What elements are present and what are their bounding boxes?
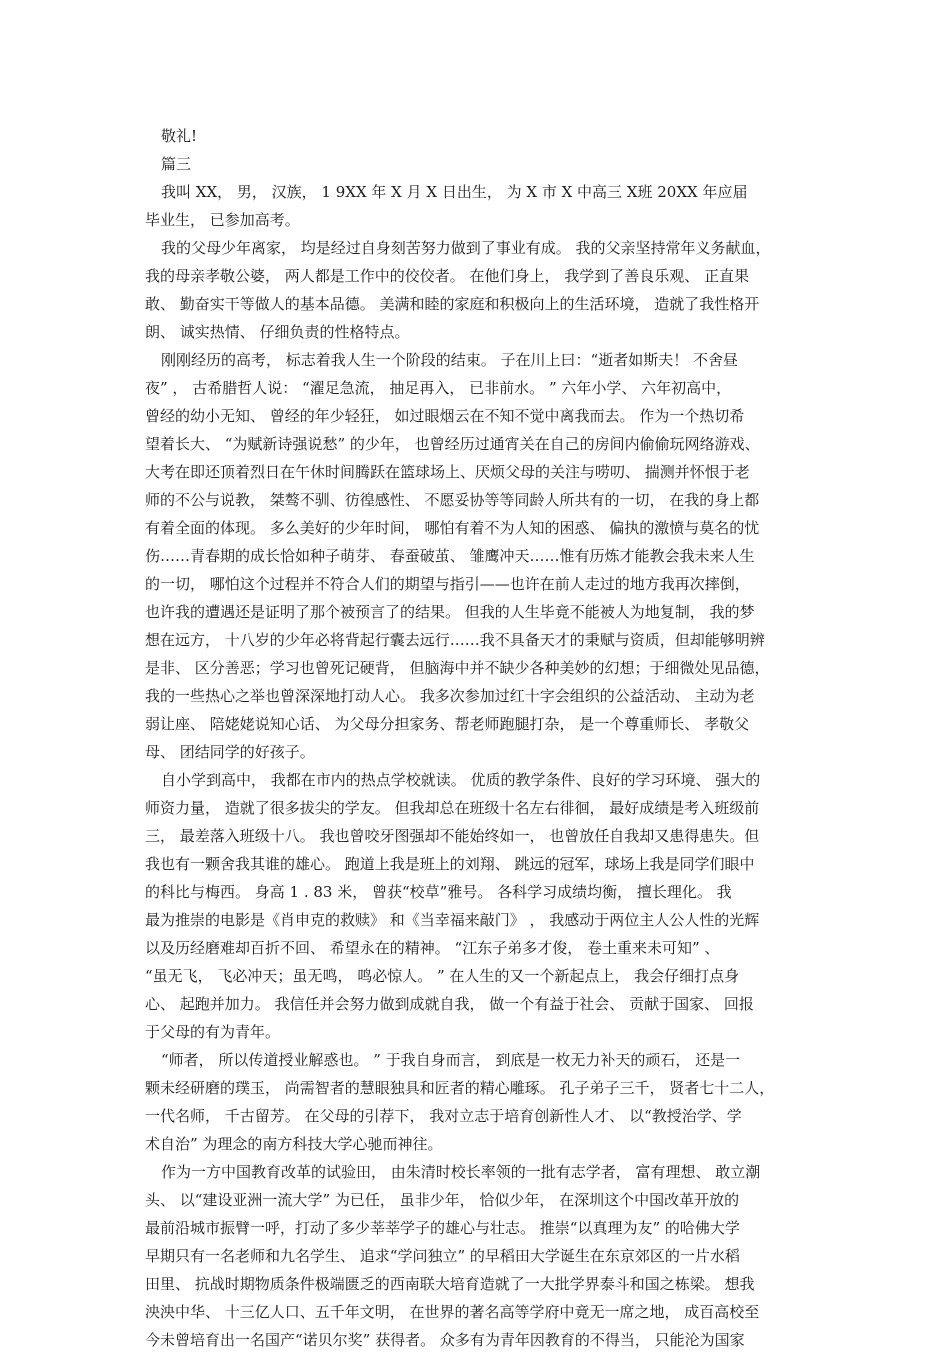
- document-body: [145, 178, 810, 1354]
- text-line: 的科比与梅西。 身高 1 . 83 米， 曾获“校草”雅号。 各科学习成绩均衡， 擅长理化。 我: [145, 883, 732, 901]
- text-line: “师者， 所以传道授业解惑也。 ” 于我自身而言， 到底是一枚无力补天的顽石， 还是一: [161, 1051, 741, 1069]
- text-line: 的一切， 哪怕这个过程并不符合人们的期望与指引——也许在前人走过的地方我再次摔倒，: [145, 575, 750, 593]
- text-line: 我叫 XX， 男， 汉族， 1 9XX 年 X 月 X 日出生， 为 X 市 X 中高三 X班 20XX 年应届: [161, 183, 748, 201]
- text-line: 田里、 抗战时期物质条件极端匮乏的西南联大培育造就了一大批学界泰斗和国之栋梁。 想我: [145, 1275, 755, 1293]
- text-line: “虽无飞， 飞必冲天；虽无鸣， 鸣必惊人。 ” 在人生的又一个新起点上， 我会仔细打点身: [145, 967, 740, 985]
- text-line: 于父母的有为青年。: [145, 1023, 281, 1041]
- text-line: 作为一方中国教育改革的试验田， 由朱清时校长率领的一批有志学者， 富有理想、 敢立潮: [161, 1163, 761, 1181]
- text-line: 自小学到高中， 我都在市内的热点学校就读。 优质的教学条件、良好的学习环境、 强大的: [161, 771, 761, 789]
- text-line: 朗、 诚实热情、 仔细负责的性格特点。: [145, 323, 410, 341]
- text-line: 我也有一颗舍我其谁的雄心。 跑道上我是班上的刘翔、 跳远的冠军，球场上我是同学们眼中: [145, 855, 755, 873]
- text-line: 术自治” 为理念的南方科技大学心驰而神往。: [145, 1135, 443, 1153]
- text-line: 心、 起跑并加力。 我信任并会努力做到成就自我， 做一个有益于社会、 贡献于国家、 回报: [145, 995, 754, 1013]
- text-line: 一代名师， 千古留芳。 在父母的引荐下， 我对立志于培育创新性人才、 以“教授治学、学: [145, 1107, 742, 1125]
- text-line: 最为推崇的电影是《肖申克的救赎》 和《当幸福来敲门》 ， 我感动于两位主人公人性的光辉: [145, 911, 760, 929]
- text-line: 师资力量， 造就了很多拔尖的学友。 但我却总在班级十名左右徘徊， 最好成绩是考入班级前: [145, 799, 760, 817]
- salutation: 敬礼!: [161, 127, 198, 145]
- text-line: 我的一些热心之举也曾深深地打动人心。 我多次参加过红十字会组织的公益活动、 主动为老: [145, 687, 755, 705]
- text-line: 是非、 区分善恶；学习也曾死记硬背， 但脑海中并不缺少各种美妙的幻想；于细微处见品德，: [145, 659, 770, 677]
- text-line: 也许我的遭遇还是证明了那个被预言了的结果。 但我的人生毕竟不能被人为地复制， 我的梦: [145, 603, 755, 621]
- text-line: 想在远方， 十八岁的少年必将背起行囊去远行……我不具备天才的秉赋与资质，但却能够明辨: [145, 631, 765, 649]
- section-heading: 篇三: [161, 155, 192, 173]
- text-line: 师的不公与说教， 桀骜不驯、彷徨感性、 不愿妥协等等同龄人所共有的一切， 在我的身上都: [145, 491, 760, 509]
- text-line: 我的父母少年离家， 均是经过自身刻苦努力做到了事业有成。 我的父亲坚持常年义务献血，: [161, 239, 771, 257]
- text-line: 三， 最差落入班级十八。 我也曾咬牙图强却不能始终如一， 也曾放任自我却又患得患失。但: [145, 827, 760, 845]
- text-line: 颗未经研磨的璞玉， 尚需智者的慧眼独具和匠者的精心雕琢。 孔子弟子三千， 贤者七十二人，: [145, 1079, 775, 1097]
- text-line: 以及历经磨难却百折不回、 希望永在的精神。 “江东子弟多才俊， 卷土重来未可知” 、: [145, 939, 720, 957]
- text-line: 刚刚经历的高考， 标志着我人生一个阶段的结束。 子在川上曰：“逝者如斯夫！ 不舍昼: [161, 351, 738, 369]
- text-line: 望着长大、 “为赋新诗强说愁” 的少年， 也曾经历过通宵关在自己的房间内偷偷玩网络游戏、: [145, 435, 760, 453]
- text-line: 最前沿城市振臂一呼，打动了多少莘莘学子的雄心与壮志。 推崇“以真理为友” 的哈佛大学: [145, 1219, 740, 1237]
- text-line: 夜” ， 古希腊哲人说： “濯足急流， 抽足再入， 已非前水。 ” 六年小学、 六年初高中，: [145, 379, 732, 397]
- document-page: [145, 122, 810, 1354]
- text-line: 曾经的幼小无知、 曾经的年少轻狂， 如过眼烟云在不知不觉中离我而去。 作为一个热切希: [145, 407, 745, 425]
- text-line: 头、 以“建设亚洲一流大学” 为已任， 虽非少年， 恰似少年， 在深圳这个中国改革开放的: [145, 1191, 740, 1209]
- text-line: 早期只有一名老师和九名学生、 追求“学问独立” 的早稻田大学诞生在东京郊区的一片水稻: [145, 1247, 740, 1265]
- text-line: 母、 团结同学的好孩子。: [145, 743, 315, 761]
- text-line: 今未曾培育出一名国产“诺贝尔奖” 获得者。 众多有为青年因教育的不得当， 只能沦为国家: [145, 1331, 745, 1349]
- text-line: 弱让座、 陪姥姥说知心话、 为父母分担家务、帮老师跑腿打杂， 是一个尊重师长、 孝敬父: [145, 715, 750, 733]
- text-line: 我的母亲孝敬公婆， 两人都是工作中的佼佼者。 在他们身上， 我学到了善良乐观、 正直果: [145, 267, 750, 285]
- text-line: 敢、 勤奋实干等做人的基本品德。 美满和睦的家庭和积极向上的生活环境， 造就了我性格开: [145, 295, 760, 313]
- text-line: 毕业生， 已参加高考。: [145, 211, 300, 229]
- text-line: 伤……青春期的成长恰如种子萌芽、 春蚕破茧、 雏鹰冲天……惟有历炼才能教会我未来人生: [145, 547, 755, 565]
- text-line: 有着全面的体现。 多么美好的少年时间， 哪怕有着不为人知的困惑、 偏执的激愤与莫名的忧: [145, 519, 760, 537]
- text-line: 泱泱中华、 十三亿人口、五千年文明， 在世界的著名高等学府中竟无一席之地， 成百高校至: [145, 1303, 760, 1321]
- text-line: 大考在即还顶着烈日在午休时间腾跃在篮球场上、厌烦父母的关注与唠叨、 揣测并怀恨于老: [145, 463, 750, 481]
